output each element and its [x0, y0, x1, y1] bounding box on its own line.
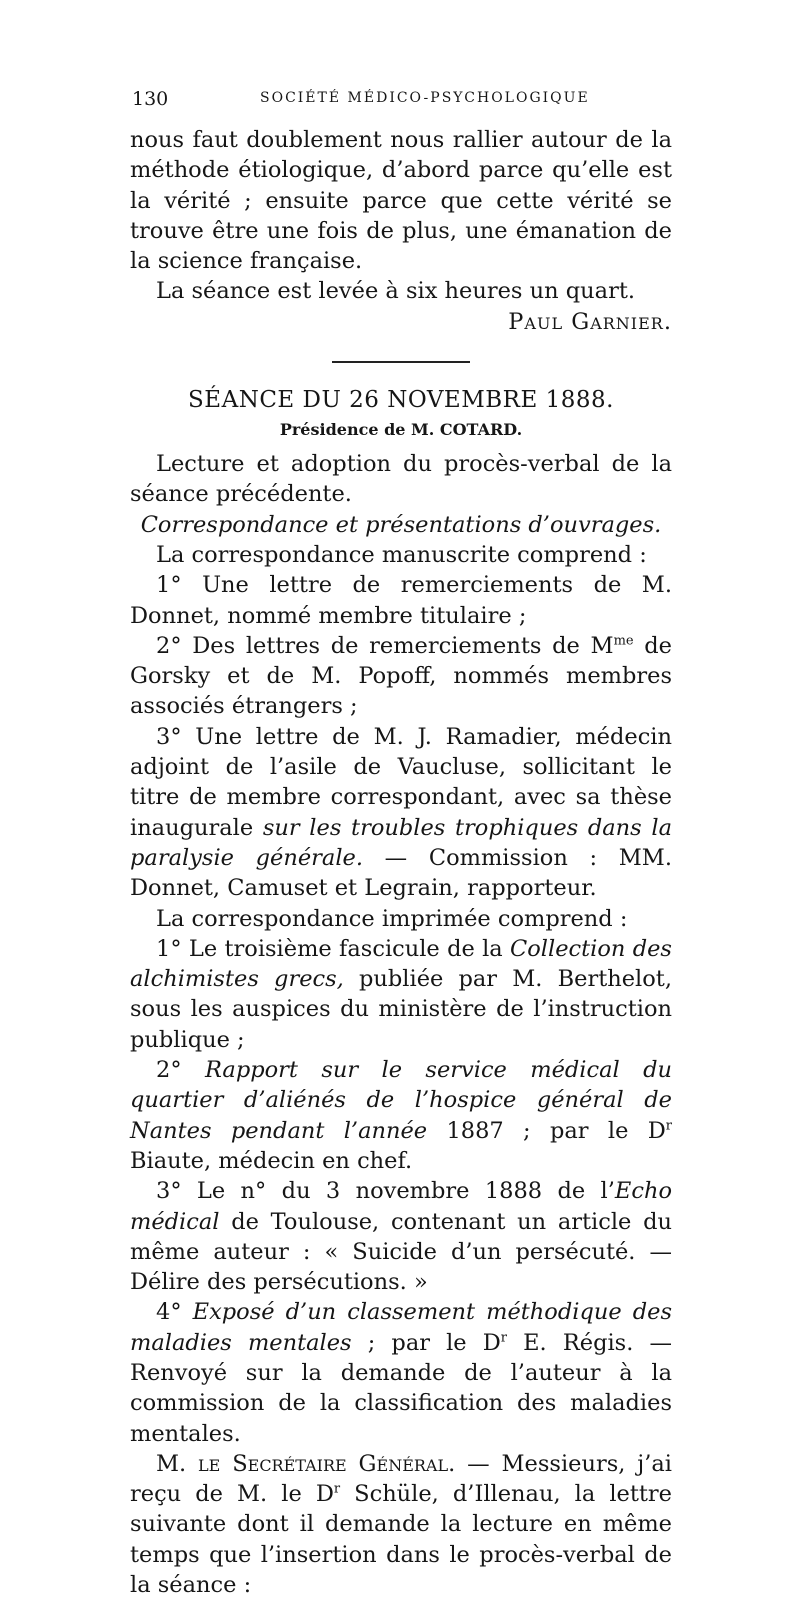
secretaire-text-a: — Messieurs, j’ai reçu de M. le D [130, 1450, 672, 1508]
pitem2-text-c: Biaute, médecin en chef. [130, 1147, 413, 1174]
adoption-paragraph: Lecture et adoption du procès-verbal de la séance précédente. [130, 451, 672, 508]
pitem1-text-a: 1° Le troisième fascicule de la [156, 935, 511, 962]
running-title: SOCIÉTÉ MÉDICO-PSYCHOLOGIQUE [260, 90, 590, 106]
pitem3-text-b: de Toulouse, contenant un article du même auteur : « Suicide d’un persécuté. — Délire des persécutions. » [130, 1208, 672, 1296]
president-name: COTARD. [439, 420, 523, 440]
presidence-line [130, 417, 672, 443]
imprimee-item-3 [130, 1176, 672, 1297]
imprimee-item-1 [130, 934, 672, 1055]
pitem4-sup: r [500, 1330, 508, 1346]
manuscrite-item-1: 1° Une lettre de remerciements de M. Donnet, nommé membre titulaire ; [130, 572, 672, 629]
pitem2-title: Rapport sur le service médical du quartier d’aliénés de l’hospice général de Nantes pendant l’année [130, 1057, 672, 1144]
pitem4-text-c: E. Régis. — Renvoyé sur la demande de l’auteur à la commission de la classification des maladies mentales. [130, 1329, 672, 1447]
presidence-prefix: Présidence de M. [279, 420, 440, 440]
item2-text-b: de Gorsky et de M. Popoff, nommés membres associés étrangers ; [130, 632, 672, 720]
manuscrite-item-2 [130, 631, 672, 722]
intro-paragraph: nous faut doublement nous rallier autour de la méthode étiologique, d’abord parce qu’elle est la vérité ; ensuite parce que cette vérité se trouve être une fois de plus, une émanation de la science française. [130, 127, 672, 275]
body-text [130, 125, 672, 1600]
pitem4-title: Exposé d’un classement méthodique des maladies mentales [130, 1299, 672, 1356]
manuscrite-intro: La correspondance manuscrite comprend : [156, 541, 647, 568]
page-number: 130 [132, 88, 169, 110]
signature: Paul Garnier. [508, 308, 672, 335]
imprimee-item-4 [130, 1297, 672, 1448]
pitem2-sup: r [665, 1118, 672, 1134]
closing-line: La séance est levée à six heures un quart. [156, 278, 636, 305]
imprimee-intro: La correspondance imprimée comprend : [156, 905, 628, 932]
item3-title: sur les troubles trophiques dans la paralysie générale. [130, 814, 672, 871]
section-divider [332, 361, 470, 363]
secretaire-text-b: Schüle, d’Illenau, la lettre suivante dont il demande la lecture en même temps que l’insertion dans le procès-verbal de la séance : [130, 1481, 673, 1599]
correspondance-heading: Correspondance et présentations d’ouvrages. [140, 511, 662, 538]
item3-text-b: — Commission : MM. Donnet, Camuset et Legrain, rapporteur. [130, 844, 672, 902]
session-title: SÉANCE DU 26 NOVEMBRE 1888. [188, 387, 614, 414]
item3-text-a: 3° Une lettre de M. J. Ramadier, médecin adjoint de l’asile de Vaucluse, sollicitant le titre de membre correspondant, avec sa thèse inaugurale [130, 723, 672, 841]
imprimee-item-2 [130, 1055, 672, 1176]
item2-text-a: 2° Des lettres de remerciements de M [156, 632, 614, 659]
secretaire-sup: r [333, 1481, 341, 1497]
pitem1-text-b: publiée par M. Berthelot, sous les auspices du ministère de l’instruction publique ; [130, 966, 672, 1053]
manuscrite-item-3 [130, 722, 672, 904]
pitem2-text-a: 2° [156, 1057, 205, 1084]
pitem3-title: Echo médical [130, 1178, 672, 1235]
pitem4-text-b: ; par le D [351, 1329, 501, 1356]
pitem4-text-a: 4° [156, 1299, 193, 1326]
secretaire-paragraph [130, 1449, 672, 1600]
pitem3-text-a: 3° Le n° du 3 novembre 1888 de l’ [156, 1178, 615, 1205]
pitem2-text-b: 1887 ; par le D [427, 1117, 666, 1144]
item2-sup: me [613, 633, 634, 649]
pitem1-title: Collection des alchimistes grecs, [130, 935, 672, 993]
secretaire-name: M. le Secrétaire Général. [156, 1450, 456, 1477]
